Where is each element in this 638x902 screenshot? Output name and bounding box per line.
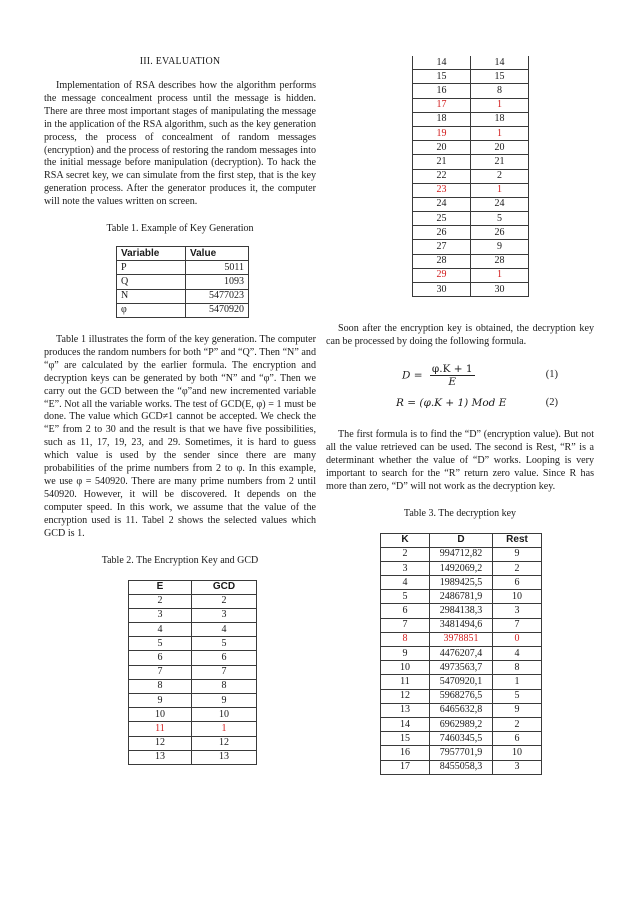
table-row <box>381 647 542 661</box>
table-row <box>381 732 542 746</box>
table1-header-variable: Variable <box>117 247 186 261</box>
table1-value-cell: 5011 <box>186 261 249 275</box>
table2-e-cell: 28 <box>413 254 471 268</box>
table3-d-cell: 6465632,8 <box>430 703 493 717</box>
table1-value-cell: 1093 <box>186 275 249 289</box>
table2-gcd-cell: 21 <box>471 155 529 169</box>
table-row <box>381 561 542 575</box>
table-row <box>413 70 529 84</box>
table2-e-cell: 29 <box>413 268 471 282</box>
table3-d-cell: 3481494,6 <box>430 618 493 632</box>
table-row <box>129 722 257 736</box>
table3-k-cell: 9 <box>381 647 430 661</box>
table2-gcd-cell: 2 <box>192 594 257 608</box>
table2-gcd-cell: 5 <box>471 212 529 226</box>
table3-header-k: K <box>381 533 430 547</box>
table2-e-cell: 26 <box>413 226 471 240</box>
table3-rest-cell: 10 <box>493 746 542 760</box>
table3-k-cell: 15 <box>381 732 430 746</box>
section-heading: III. EVALUATION <box>139 56 221 67</box>
table2-gcd-cell: 1 <box>471 126 529 140</box>
table-row <box>117 303 249 317</box>
table3-k-cell: 5 <box>381 590 430 604</box>
table3-rest-cell: 6 <box>493 576 542 590</box>
table-row <box>129 665 257 679</box>
table-row <box>381 618 542 632</box>
table3-d-cell: 4476207,4 <box>430 647 493 661</box>
table2-gcd-cell: 9 <box>471 240 529 254</box>
table-row <box>381 703 542 717</box>
table1-variable-cell: P <box>117 261 186 275</box>
right-column <box>326 0 594 775</box>
table3-k-cell: 2 <box>381 547 430 561</box>
table-row <box>381 717 542 731</box>
table-row <box>413 212 529 226</box>
table-row <box>381 760 542 774</box>
table-row <box>129 750 257 764</box>
intro-paragraph: Implementation of RSA describes how the algorithm performs the message concealment process until the message is hidden. There are three most important stages of manipulating the message in the application of the RSA algorithm, such as the key generation process, the process of concealment of random messages (encryption) and the process of restoring the random messages into the initial message before manipulation (decryption). To hack the RSA secret key, we can simulate from the first step, that is the key generation process. After the generator produces it, the computer will note the values written on screen. <box>44 80 316 208</box>
equation-2-number: (2) <box>545 397 558 408</box>
table2-e-cell: 22 <box>413 169 471 183</box>
table2-gcd-cell: 18 <box>471 112 529 126</box>
table2-gcd-cell: 1 <box>471 183 529 197</box>
equation-2-text: R = (φ.K + 1) Mod E <box>396 397 507 409</box>
table3-rest-cell: 2 <box>493 717 542 731</box>
table2-e-cell: 16 <box>413 84 471 98</box>
table3-rest-cell: 9 <box>493 547 542 561</box>
table-row <box>381 547 542 561</box>
table2-e-cell: 19 <box>413 126 471 140</box>
table2-e-cell: 12 <box>129 736 192 750</box>
table3-caption: Table 3. The decryption key <box>403 507 517 519</box>
table2-gcd-cell: 12 <box>192 736 257 750</box>
equation-1-number: (1) <box>545 369 558 380</box>
table1-value-cell: 5470920 <box>186 303 249 317</box>
table-row <box>381 689 542 703</box>
table2-e-cell: 10 <box>129 708 192 722</box>
table2-e-cell: 11 <box>129 722 192 736</box>
table2-gcd-cell: 10 <box>192 708 257 722</box>
table-row <box>129 679 257 693</box>
table3-rest-cell: 8 <box>493 661 542 675</box>
table3-k-cell: 7 <box>381 618 430 632</box>
table2-gcd-cell: 24 <box>471 197 529 211</box>
left-column <box>44 0 316 765</box>
table-row <box>381 604 542 618</box>
table-row <box>129 608 257 622</box>
table2-gcd-cell: 2 <box>471 169 529 183</box>
table3-k-cell: 13 <box>381 703 430 717</box>
table3-rest-cell: 0 <box>493 632 542 646</box>
table3-header-rest: Rest <box>493 533 542 547</box>
table3 <box>380 533 542 775</box>
table-row <box>381 661 542 675</box>
table-row <box>381 576 542 590</box>
table-row <box>381 632 542 646</box>
table-row <box>413 283 529 297</box>
table3-d-cell: 1492069,2 <box>430 561 493 575</box>
table2-e-cell: 21 <box>413 155 471 169</box>
table2-gcd-cell: 7 <box>192 665 257 679</box>
table2-gcd-cell: 1 <box>471 268 529 282</box>
table2-e-cell: 13 <box>129 750 192 764</box>
equation-1-numerator: φ.K + 1 <box>431 363 473 375</box>
equation-2 <box>326 395 594 415</box>
table2-e-cell: 27 <box>413 240 471 254</box>
table2-e-cell: 6 <box>129 651 192 665</box>
equation-1-lhs: D = <box>402 369 423 382</box>
table2-gcd-cell: 14 <box>471 56 529 70</box>
table3-d-cell: 5968276,5 <box>430 689 493 703</box>
table3-rest-cell: 4 <box>493 647 542 661</box>
table-row <box>129 651 257 665</box>
table-row <box>413 169 529 183</box>
table2-e-cell: 20 <box>413 141 471 155</box>
paragraph2: Table 1 illustrates the form of the key generation. The computer produces the random numbers for both “P” and “Q”. Then “N” and “φ” are calculated by the earlier formula. The encryption and decryption keys can be generated by both “N” and “φ”. Then we carry out the GCD between the “φ”and new incremented variable “E”. Not all the variable works. The test of GCD(E, φ) = 1 must be done. The value which GCD≠1 cannot be accepted. We check the “E” from 2 to 30 and the result is that we have five possibilities, such as 11, 17, 19, 23, and 29. Sometimes, it is hard to guess which value is used by the sender since there are many probabilities of the prime numbers from 2 to φ. In this example, we use φ = 540920. There are many prime numbers from 2 until 540920. However, it will be discovered. It depends on the computer speed. In this work, we assume that the value of the encryption used is 11. Tabel 2 shows the selected values which GCD is 1. <box>44 334 316 539</box>
table2-e-cell: 24 <box>413 197 471 211</box>
table3-rest-cell: 1 <box>493 675 542 689</box>
table3-rest-cell: 3 <box>493 760 542 774</box>
table2-gcd-cell: 28 <box>471 254 529 268</box>
table3-d-cell: 7460345,5 <box>430 732 493 746</box>
table2-gcd-cell: 8 <box>192 679 257 693</box>
table-row <box>381 675 542 689</box>
table-row <box>413 226 529 240</box>
table-row <box>129 708 257 722</box>
table2-gcd-cell: 8 <box>471 84 529 98</box>
table3-k-cell: 12 <box>381 689 430 703</box>
table1-variable-cell: φ <box>117 303 186 317</box>
table-row <box>129 694 257 708</box>
table-row <box>129 623 257 637</box>
table3-k-cell: 6 <box>381 604 430 618</box>
table3-d-cell: 4973563,7 <box>430 661 493 675</box>
table-row <box>413 98 529 112</box>
table3-rest-cell: 2 <box>493 561 542 575</box>
table2-e-cell: 17 <box>413 98 471 112</box>
table3-d-cell: 2486781,9 <box>430 590 493 604</box>
table2-e-cell: 25 <box>413 212 471 226</box>
table2-gcd-cell: 9 <box>192 694 257 708</box>
table3-rest-cell: 6 <box>493 732 542 746</box>
table2-continued <box>412 56 529 297</box>
table1-variable-cell: N <box>117 289 186 303</box>
table-row <box>413 240 529 254</box>
table3-d-cell: 6962989,2 <box>430 717 493 731</box>
table2-gcd-cell: 26 <box>471 226 529 240</box>
table2-gcd-cell: 15 <box>471 70 529 84</box>
table-row <box>413 197 529 211</box>
table2-e-cell: 30 <box>413 283 471 297</box>
paragraph3: Soon after the encryption key is obtained, the decryption key can be processed by doing the following formula. <box>326 323 594 348</box>
table2-e-cell: 3 <box>129 608 192 622</box>
table2-e-cell: 14 <box>413 56 471 70</box>
table2-gcd-cell: 3 <box>192 608 257 622</box>
table-row <box>117 289 249 303</box>
table1 <box>116 246 249 318</box>
table2-header-e: E <box>129 580 192 594</box>
table2-gcd-cell: 20 <box>471 141 529 155</box>
table3-k-cell: 16 <box>381 746 430 760</box>
table2 <box>128 580 257 765</box>
table2-header-gcd: GCD <box>192 580 257 594</box>
table3-k-cell: 4 <box>381 576 430 590</box>
table3-k-cell: 3 <box>381 561 430 575</box>
table2-e-cell: 18 <box>413 112 471 126</box>
table3-k-cell: 11 <box>381 675 430 689</box>
table3-k-cell: 14 <box>381 717 430 731</box>
table3-rest-cell: 10 <box>493 590 542 604</box>
table-row <box>129 637 257 651</box>
table1-caption: Table 1. Example of Key Generation <box>106 223 254 235</box>
table3-rest-cell: 5 <box>493 689 542 703</box>
table2-e-cell: 8 <box>129 679 192 693</box>
table-row <box>413 126 529 140</box>
table3-d-cell: 8455058,3 <box>430 760 493 774</box>
table-row <box>413 84 529 98</box>
table2-gcd-cell: 4 <box>192 623 257 637</box>
table-row <box>413 155 529 169</box>
table2-gcd-cell: 13 <box>192 750 257 764</box>
table3-rest-cell: 9 <box>493 703 542 717</box>
table2-e-cell: 4 <box>129 623 192 637</box>
table2-gcd-cell: 1 <box>471 98 529 112</box>
table-row <box>117 261 249 275</box>
table2-gcd-cell: 5 <box>192 637 257 651</box>
table3-k-cell: 10 <box>381 661 430 675</box>
table3-k-cell: 17 <box>381 760 430 774</box>
equation-1-denominator: E <box>448 376 457 388</box>
table3-d-cell: 5470920,1 <box>430 675 493 689</box>
table-row <box>413 254 529 268</box>
table3-d-cell: 3978851 <box>430 632 493 646</box>
equation-1 <box>326 359 594 389</box>
table3-d-cell: 994712,82 <box>430 547 493 561</box>
table-row <box>413 268 529 282</box>
table2-e-cell: 2 <box>129 594 192 608</box>
table3-k-cell: 8 <box>381 632 430 646</box>
table-row <box>117 275 249 289</box>
table1-header-value: Value <box>186 247 249 261</box>
table3-rest-cell: 7 <box>493 618 542 632</box>
table-row <box>413 183 529 197</box>
table2-e-cell: 15 <box>413 70 471 84</box>
table-row <box>413 141 529 155</box>
table3-rest-cell: 3 <box>493 604 542 618</box>
table2-e-cell: 7 <box>129 665 192 679</box>
table-row <box>413 112 529 126</box>
paragraph4: The first formula is to find the “D” (encryption value). But not all the value retrieved can be used. The second is Rest, “R” is a determinant whether the value of “D” works. Looping is very important to search for the “R” return zero value. Since R has more than zero, “D” will not work as the decryption key. <box>326 429 594 492</box>
table-row <box>381 590 542 604</box>
table2-gcd-cell: 6 <box>192 651 257 665</box>
table3-d-cell: 2984138,3 <box>430 604 493 618</box>
table-row <box>129 594 257 608</box>
table1-value-cell: 5477023 <box>186 289 249 303</box>
table2-gcd-cell: 1 <box>192 722 257 736</box>
table-row <box>129 736 257 750</box>
table2-gcd-cell: 30 <box>471 283 529 297</box>
table2-caption: Table 2. The Encryption Key and GCD <box>101 554 259 566</box>
table2-e-cell: 23 <box>413 183 471 197</box>
table2-e-cell: 9 <box>129 694 192 708</box>
table-row <box>413 56 529 70</box>
table3-d-cell: 1989425,5 <box>430 576 493 590</box>
table3-header-d: D <box>430 533 493 547</box>
table1-variable-cell: Q <box>117 275 186 289</box>
table2-e-cell: 5 <box>129 637 192 651</box>
table-row <box>381 746 542 760</box>
table3-d-cell: 7957701,9 <box>430 746 493 760</box>
